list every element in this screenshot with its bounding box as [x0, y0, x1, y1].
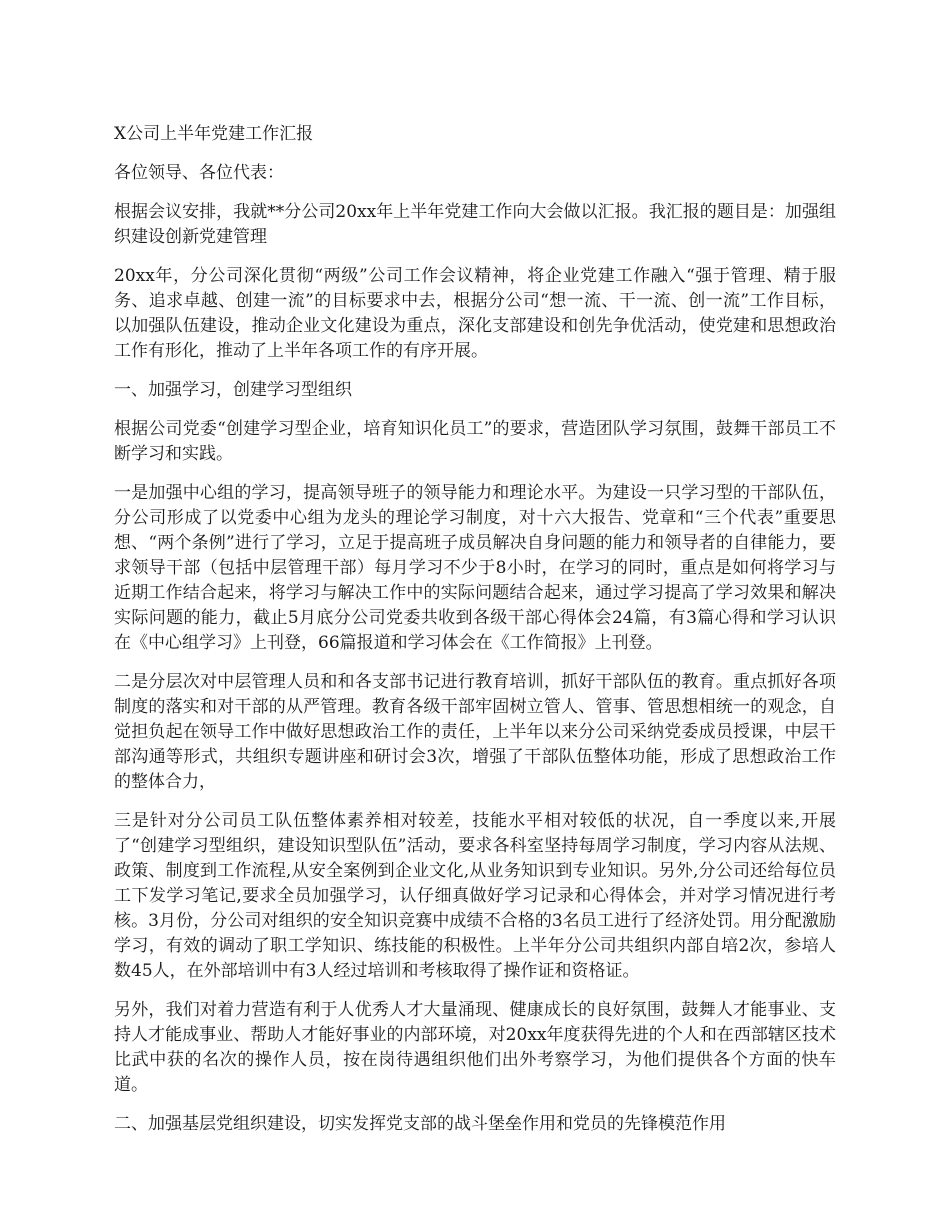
salutation: 各位领导、各位代表： [114, 163, 284, 183]
body-paragraph: 三是针对分公司员工队伍整体素养相对较差，技能水平相对较低的状况，自一季度以来,开展了“创建学习型组织，建设知识型队伍”活动，要求各科室坚持每周学习制度，学习内容从法规、政策、制度到工作流程,从安全案例到企业文化,从业务知识到专业知识。另外,分公司还给每位员工下发学习笔记,要求全员加强学习，认仔细真做好学习记录和心得体会，并对学习情况进行考核。3月份，分公司对组织的安全知识竞赛中成绩不合格的3名员工进行了经济处罚。用分配激励学习，有效的调动了职工学知识、练技能的积极性。上半年分公司共组织内部自培2次，参培人数45人，在外部培训中有3人经过培训和考核取得了操作证和资格证。 [114, 811, 836, 981]
body-paragraph: 二是分层次对中层管理人员和和各支部书记进行教育培训，抓好干部队伍的教育。重点抓好各项制度的落实和对干部的从严管理。教育各级干部牢固树立管人、管事、管思想相统一的观念，自觉担负起在领导工作中做好思想政治工作的责任，上半年以来分公司采纳党委成员授课，中层干部沟通等形式，共组织专题讲座和研讨会3次，增强了干部队伍整体功能，形成了思想政治工作的整体合力， [114, 672, 836, 792]
body-paragraph: 根据公司党委“创建学习型企业，培育知识化员工”的要求，营造团队学习氛围，鼓舞干部员工不断学习和实践。 [114, 419, 836, 464]
body-paragraph: 一是加强中心组的学习，提高领导班子的领导能力和理论水平。为建设一只学习型的干部队伍，分公司形成了以党委中心组为龙头的理论学习制度，对十六大报告、党章和“三个代表”重要思想、“两个条例”进行了学习，立足于提高班子成员解决自身问题的能力和领导者的自律能力，要求领导干部（包括中层管理干部）每月学习不少于8小时，在学习的同时，重点是如何将学习与近期工作结合起来，将学习与解决工作中的实际问题结合起来，通过学习提高了学习效果和解决实际问题的能力，截止5月底分公司党委共收到各级干部心得体会24篇，有3篇心得和学习认识在《中心组学习》上刊登，66篇报道和学习体会在《工作简报》上刊登。 [114, 483, 836, 653]
document-page [114, 122, 836, 1151]
document-title: X公司上半年党建工作汇报 [114, 124, 314, 144]
body-paragraph: 20xx年，分公司深化贯彻“两级”公司工作会议精神，将企业党建工作融入“强于管理、精于服务、追求卓越、创建一流”的目标要求中去，根据分公司“想一流、干一流、创一流”工作目标，以加强队伍建设，推动企业文化建设为重点，深化支部建设和创先争优活动，使党建和思想政治工作有形化，推动了上半年各项工作的有序开展。 [114, 266, 836, 361]
section-heading: 一、加强学习，创建学习型组织 [114, 380, 352, 400]
body-paragraph: 另外，我们对着力营造有利于人优秀人才大量涌现、健康成长的良好氛围，鼓舞人才能事业、支持人才能成事业、帮助人才能好事业的内部环境，对20xx年度获得先进的个人和在西部辖区技术比武中获的名次的操作人员，按在岗待遇组织他们出外考察学习，为他们提供各个方面的快车道。 [114, 1000, 836, 1095]
body-paragraph: 根据会议安排，我就**分公司20xx年上半年党建工作向大会做以汇报。我汇报的题目是：加强组织建设创新党建管理 [114, 202, 836, 247]
section-heading: 二、加强基层党组织建设，切实发挥党支部的战斗堡垒作用和党员的先锋模范作用 [114, 1114, 726, 1134]
